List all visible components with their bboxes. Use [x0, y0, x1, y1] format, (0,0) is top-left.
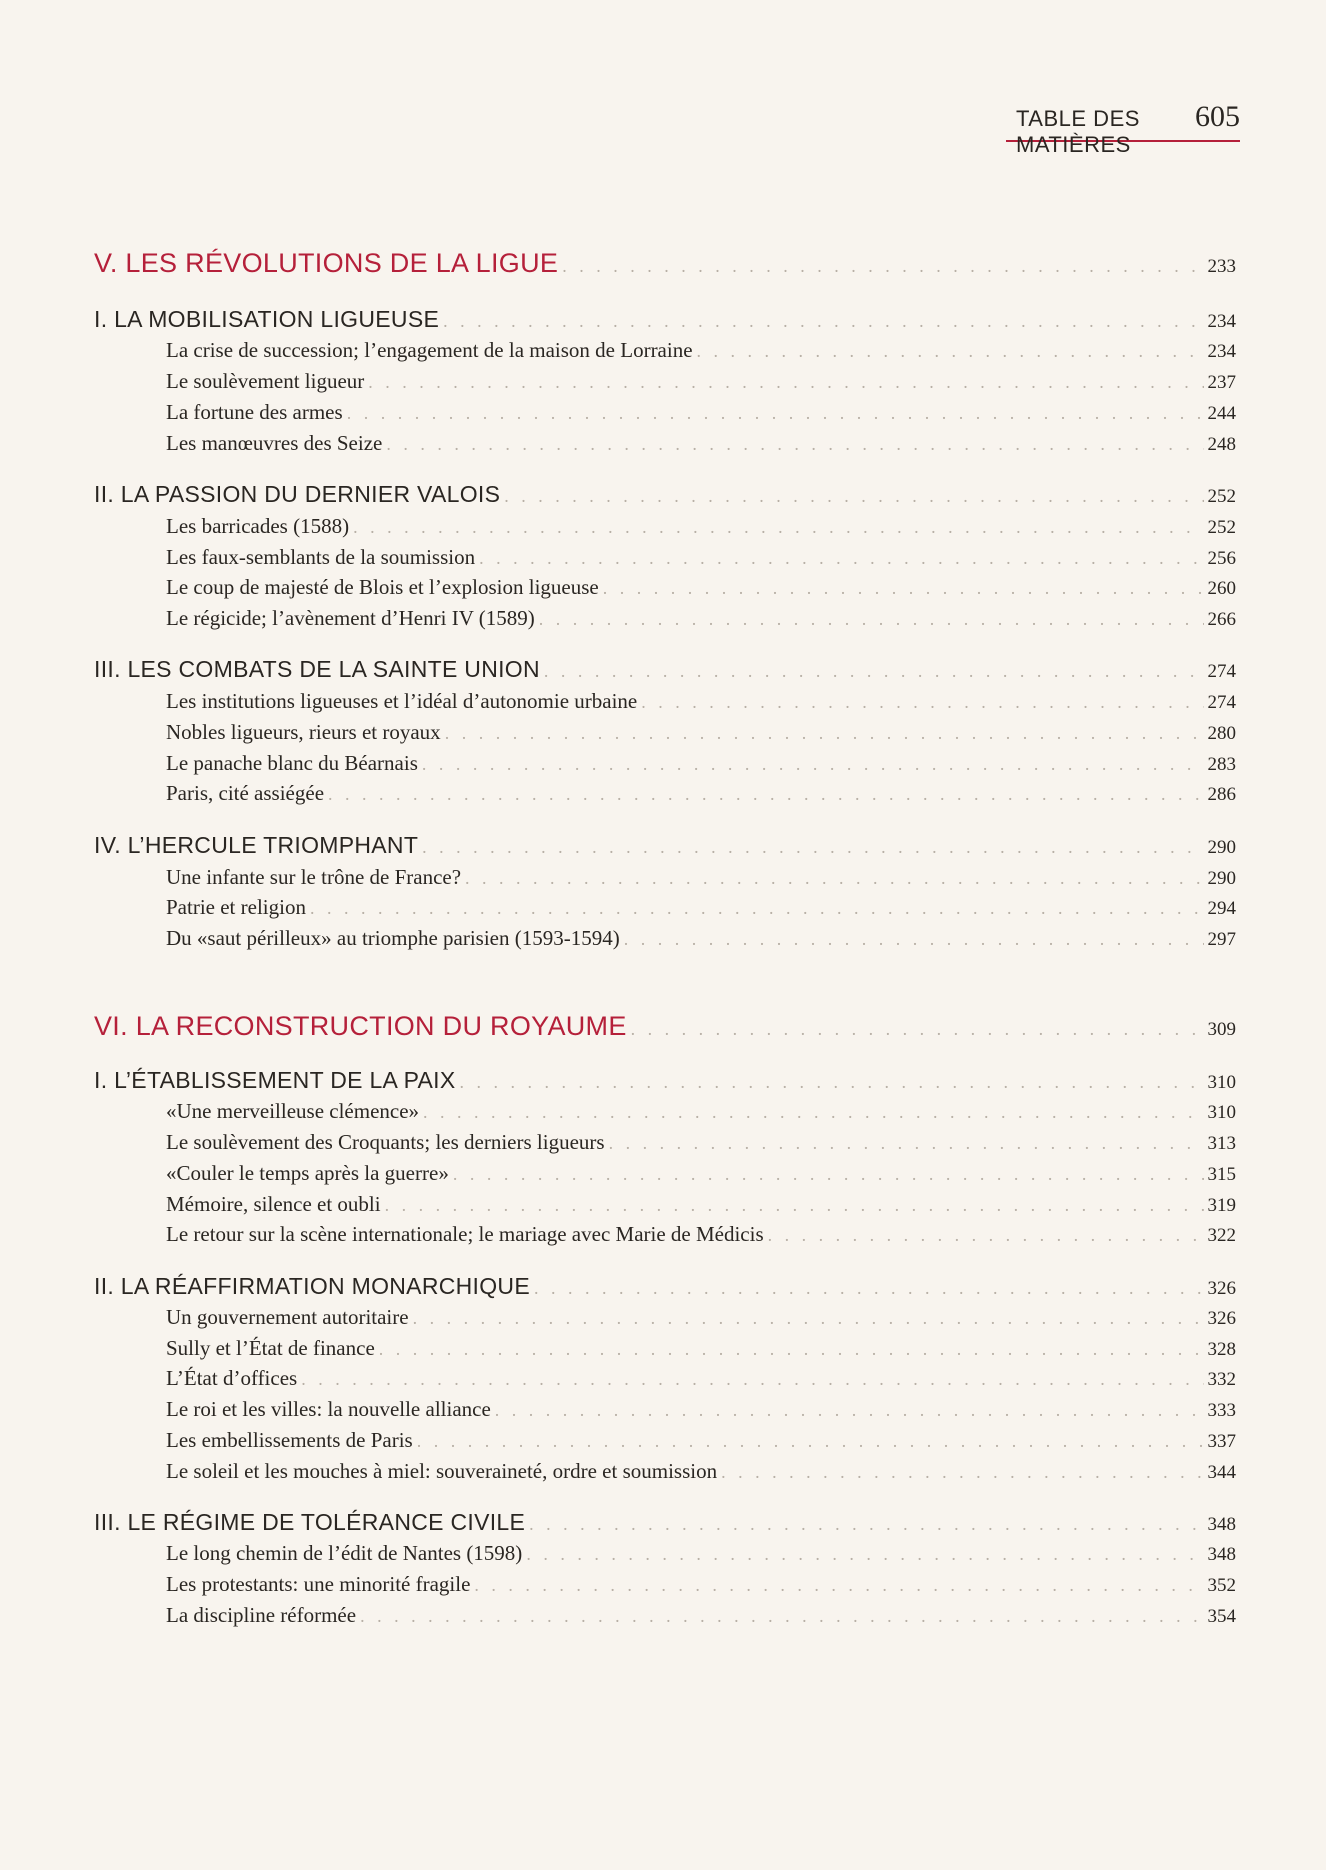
dot-leader [310, 898, 1204, 919]
toc-page: 313 [1207, 1133, 1236, 1154]
toc-label: «Une merveilleuse clémence» [166, 1099, 420, 1123]
dot-leader [379, 1339, 1204, 1360]
dot-leader [460, 1072, 1204, 1093]
toc-page: 286 [1207, 784, 1236, 805]
toc-page: 352 [1207, 1575, 1236, 1596]
toc-page: 237 [1207, 372, 1236, 393]
toc-page: 266 [1207, 609, 1236, 630]
dot-leader [641, 692, 1203, 713]
page-number: 605 [1195, 100, 1240, 133]
toc-section[interactable] [0, 1459, 1326, 1484]
toc-section[interactable] [0, 338, 1326, 363]
toc-section[interactable] [0, 431, 1326, 456]
toc-label: Patrie et religion [166, 895, 306, 919]
dot-leader [504, 486, 1203, 507]
dot-leader [385, 1195, 1204, 1216]
dot-leader [465, 868, 1203, 889]
dot-leader [347, 403, 1204, 424]
toc-section[interactable] [0, 1428, 1326, 1453]
toc-label: I. L’ÉTABLISSEMENT DE LA PAIX [94, 1067, 456, 1093]
toc-page: 333 [1207, 1400, 1236, 1421]
toc-section[interactable] [0, 926, 1326, 951]
toc-page: 234 [1207, 311, 1236, 332]
toc-label: Sully et l’État de finance [166, 1336, 375, 1360]
toc-label: Le régicide; l’avènement d’Henri IV (1589) [166, 606, 535, 630]
dot-leader [495, 1400, 1204, 1421]
toc-section[interactable] [0, 1130, 1326, 1155]
toc-page: 354 [1207, 1606, 1236, 1627]
toc-page: 309 [1207, 1019, 1236, 1040]
toc-label: La fortune des armes [166, 400, 343, 424]
toc-section[interactable] [0, 1603, 1326, 1628]
toc-section[interactable] [0, 895, 1326, 920]
toc-label: Les faux-semblants de la soumission [166, 545, 476, 569]
dot-leader [697, 341, 1204, 362]
toc-section[interactable] [0, 1336, 1326, 1361]
dot-leader [422, 754, 1204, 775]
toc-page: 310 [1207, 1072, 1236, 1093]
toc-label: Une infante sur le trône de France? [166, 865, 462, 889]
dot-leader [445, 723, 1204, 744]
toc-page: 290 [1207, 868, 1236, 889]
dot-leader [328, 784, 1203, 805]
toc-label: Paris, cité assiégée [166, 781, 325, 805]
toc-chapter[interactable] [0, 1509, 1326, 1536]
toc-part[interactable] [0, 1011, 1326, 1042]
toc-section[interactable] [0, 1305, 1326, 1330]
toc-label: Mémoire, silence et oubli [166, 1192, 381, 1216]
toc-section[interactable] [0, 1192, 1326, 1217]
toc-section[interactable] [0, 1397, 1326, 1422]
toc-section[interactable] [0, 865, 1326, 890]
toc-page: 348 [1207, 1514, 1236, 1535]
dot-leader [529, 1514, 1203, 1535]
dot-leader [534, 1278, 1204, 1299]
toc-label: Du «saut périlleux» au triomphe parisien (1593-1594) [166, 926, 620, 950]
toc-page: 274 [1207, 692, 1236, 713]
toc-section[interactable] [0, 720, 1326, 745]
toc-section[interactable] [0, 606, 1326, 631]
toc-page: 326 [1207, 1308, 1236, 1329]
dot-leader [353, 517, 1203, 538]
toc-chapter[interactable] [0, 832, 1326, 859]
toc-page: 328 [1207, 1339, 1236, 1360]
toc-label: Le soleil et les mouches à miel: souveraineté, ordre et soumission [166, 1459, 718, 1483]
toc-part[interactable] [0, 248, 1326, 279]
dot-leader [360, 1606, 1203, 1627]
dot-leader [544, 661, 1204, 682]
toc-label: Le coup de majesté de Blois et l’explosion ligueuse [166, 575, 599, 599]
toc-label: Le soulèvement ligueur [166, 369, 365, 393]
toc-page: 260 [1207, 578, 1236, 599]
dot-leader [413, 1308, 1204, 1329]
toc-label: Les barricades (1588) [166, 514, 350, 538]
toc-page: 326 [1207, 1278, 1236, 1299]
toc-chapter[interactable] [0, 1067, 1326, 1094]
dot-leader [768, 1225, 1204, 1246]
toc-page: 274 [1207, 661, 1236, 682]
dot-leader [417, 1431, 1204, 1452]
toc-label: I. LA MOBILISATION LIGUEUSE [94, 306, 440, 332]
toc-section[interactable] [0, 575, 1326, 600]
dot-leader [422, 837, 1203, 858]
dot-leader [562, 256, 1203, 277]
toc-section[interactable] [0, 1541, 1326, 1566]
toc-page: 310 [1207, 1102, 1236, 1123]
dot-leader [624, 929, 1204, 950]
toc-label: Les manœuvres des Seize [166, 431, 383, 455]
toc-label: «Couler le temps après la guerre» [166, 1161, 449, 1185]
running-head [1006, 100, 1240, 157]
dot-leader [539, 609, 1204, 630]
toc-label: IV. L’HERCULE TRIOMPHANT [94, 832, 419, 858]
toc-page: 283 [1207, 754, 1236, 775]
toc-page: 290 [1207, 837, 1236, 858]
toc-chapter[interactable] [0, 481, 1326, 508]
toc-chapter[interactable] [0, 1273, 1326, 1300]
toc-section[interactable] [0, 545, 1326, 570]
toc-page: 248 [1207, 434, 1236, 455]
toc-page: 280 [1207, 723, 1236, 744]
toc-label: III. LES COMBATS DE LA SAINTE UNION [94, 656, 540, 682]
dot-leader [423, 1102, 1203, 1123]
toc-label: II. LA PASSION DU DERNIER VALOIS [94, 481, 501, 507]
toc-section[interactable] [0, 781, 1326, 806]
toc-section[interactable] [0, 1161, 1326, 1186]
toc-chapter[interactable] [0, 306, 1326, 333]
toc-label: Les protestants: une minorité fragile [166, 1572, 471, 1596]
toc-section[interactable] [0, 514, 1326, 539]
toc-page: 244 [1207, 403, 1236, 424]
toc-section[interactable] [0, 751, 1326, 776]
toc-label: La discipline réformée [166, 1603, 357, 1627]
toc-label: Les embellissements de Paris [166, 1428, 413, 1452]
toc-section[interactable] [0, 400, 1326, 425]
toc-page: 319 [1207, 1195, 1236, 1216]
toc-section[interactable] [0, 369, 1326, 394]
dot-leader [386, 434, 1203, 455]
toc-label: VI. LA RECONSTRUCTION DU ROYAUME [94, 1011, 627, 1041]
toc-page: 315 [1207, 1164, 1236, 1185]
dot-leader [443, 311, 1203, 332]
toc-label: Le retour sur la scène internationale; le mariage avec Marie de Médicis [166, 1222, 764, 1246]
toc-label: Nobles ligueurs, rieurs et royaux [166, 720, 441, 744]
toc-page: 252 [1207, 517, 1236, 538]
toc-page: 297 [1207, 929, 1236, 950]
dot-leader [603, 578, 1204, 599]
toc-page: 294 [1207, 898, 1236, 919]
running-head-title: TABLE DES MATIÈRES [1016, 106, 1140, 157]
toc-section[interactable] [0, 689, 1326, 714]
toc-page: 344 [1207, 1462, 1236, 1483]
dot-leader [721, 1462, 1203, 1483]
dot-leader [453, 1164, 1204, 1185]
toc-section[interactable] [0, 1222, 1326, 1247]
toc-label: II. LA RÉAFFIRMATION MONARCHIQUE [94, 1273, 530, 1299]
toc-label: Le roi et les villes: la nouvelle alliance [166, 1397, 491, 1421]
toc-page: 332 [1207, 1369, 1236, 1390]
toc-label: Le panache blanc du Béarnais [166, 751, 418, 775]
toc-label: Un gouvernement autoritaire [166, 1305, 409, 1329]
toc-label: La crise de succession; l’engagement de la maison de Lorraine [166, 338, 693, 362]
toc-page: 256 [1207, 548, 1236, 569]
toc-label: Le soulèvement des Croquants; les derniers ligueurs [166, 1130, 605, 1154]
toc-label: Les institutions ligueuses et l’idéal d’autonomie urbaine [166, 689, 638, 713]
toc-chapter[interactable] [0, 656, 1326, 683]
dot-leader [479, 548, 1203, 569]
dot-leader [609, 1133, 1204, 1154]
toc-page: 252 [1207, 486, 1236, 507]
toc-label: III. LE RÉGIME DE TOLÉRANCE CIVILE [94, 1509, 526, 1535]
toc-section[interactable] [0, 1366, 1326, 1391]
dot-leader [526, 1544, 1203, 1565]
dot-leader [301, 1369, 1203, 1390]
dot-leader [368, 372, 1203, 393]
toc-label: Le long chemin de l’édit de Nantes (1598) [166, 1541, 523, 1565]
toc-page: 337 [1207, 1431, 1236, 1452]
dot-leader [474, 1575, 1203, 1596]
toc-page: 233 [1207, 256, 1236, 277]
toc-label: V. LES RÉVOLUTIONS DE LA LIGUE [94, 248, 559, 278]
toc-label: L’État d’offices [166, 1366, 298, 1390]
toc-page: 348 [1207, 1544, 1236, 1565]
dot-leader [631, 1019, 1204, 1040]
toc-section[interactable] [0, 1099, 1326, 1124]
toc-section[interactable] [0, 1572, 1326, 1597]
toc-page: 234 [1207, 341, 1236, 362]
toc-page: 322 [1207, 1225, 1236, 1246]
